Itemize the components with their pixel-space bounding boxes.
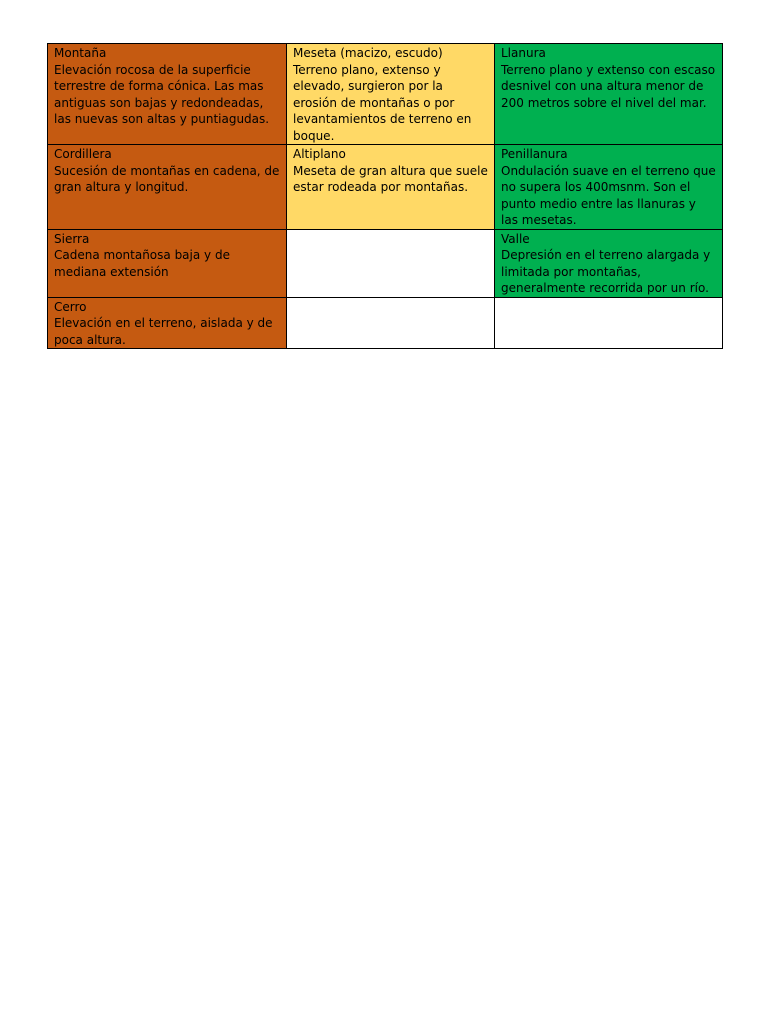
cell-valle [495,229,723,297]
cell-definition: Ondulación suave en el terreno que no supera los 400msnm. Son el punto medio entre las llanuras y las mesetas. [501,163,716,227]
table-row [48,145,723,230]
cell-meseta [287,44,495,145]
cell-term: Cerro [54,299,87,314]
cell-llanura [495,44,723,145]
cell-definition: Elevación en el terreno, aislada y de poca altura. [54,316,273,347]
table-row [48,297,723,349]
cell-term: Sierra [54,231,90,246]
cell-empty [287,229,495,297]
cell-term: Meseta (macizo, escudo) [293,46,443,60]
cell-definition: Terreno plano, extenso y elevado, surgieron por la erosión de montañas o por levantamientos de terreno en boque. [293,62,472,143]
landforms-table [47,43,723,349]
cell-altiplano [287,145,495,230]
table-row [48,229,723,297]
cell-cerro [48,297,287,349]
cell-definition: Sucesión de montañas en cadena, de gran altura y longitud. [54,163,280,194]
cell-penillanura [495,145,723,230]
cell-empty [495,297,723,349]
cell-term: Cordillera [54,147,112,161]
cell-term: Penillanura [501,147,568,161]
cell-term: Valle [501,231,530,246]
cell-definition: Elevación rocosa de la superficie terrestre de forma cónica. Las mas antiguas son bajas y redondeadas, las nuevas son altas y puntiagudas. [54,62,270,126]
cell-sierra [48,229,287,297]
cell-term: Altiplano [293,147,346,161]
cell-definition: Cadena montañosa baja y de mediana extensión [54,248,230,279]
cell-empty [287,297,495,349]
cell-definition: Meseta de gran altura que suele estar rodeada por montañas. [293,163,488,194]
cell-definition: Terreno plano y extenso con escaso desnivel con una altura menor de 200 metros sobre el nivel del mar. [501,62,716,110]
table-row [48,44,723,145]
cell-term: Llanura [501,46,546,60]
cell-term: Montaña [54,46,107,60]
cell-montana [48,44,287,145]
cell-definition: Depresión en el terreno alargada y limitada por montañas, generalmente recorrida por un río. [501,248,711,295]
cell-cordillera [48,145,287,230]
